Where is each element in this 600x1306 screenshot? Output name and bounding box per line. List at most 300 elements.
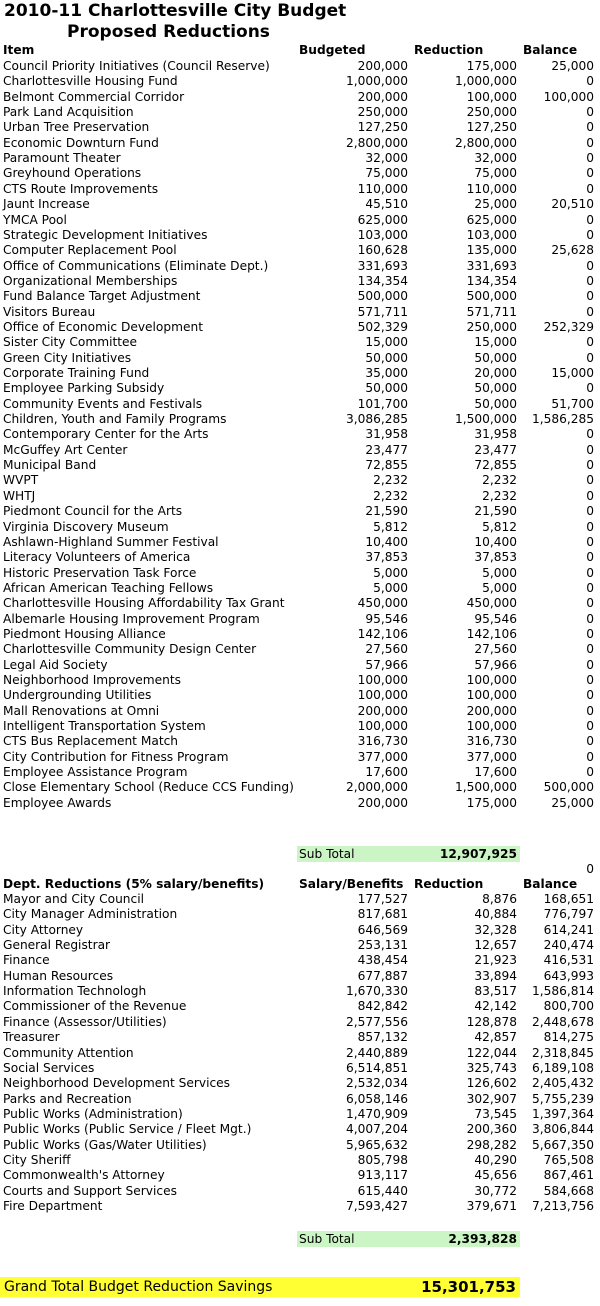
row-item-name: Belmont Commercial Corridor — [3, 89, 185, 104]
row-reduction: 122,044 — [466, 1045, 517, 1060]
row-budgeted: 75,000 — [365, 166, 408, 181]
row-balance: 0 — [586, 273, 594, 288]
table-row — [0, 1107, 600, 1122]
row-budgeted: 571,711 — [357, 304, 408, 319]
row-reduction: 1,000,000 — [454, 74, 517, 89]
row-balance: 0 — [586, 427, 594, 442]
row-balance: 1,397,364 — [531, 1106, 594, 1121]
row-budgeted: 253,131 — [357, 938, 408, 953]
row-balance: 0 — [586, 212, 594, 227]
row-budgeted: 127,250 — [357, 120, 408, 135]
row-item-name: Paramount Theater — [3, 151, 121, 166]
items-extra-value: 0 — [586, 862, 594, 876]
row-budgeted: 450,000 — [357, 596, 408, 611]
table-row — [0, 473, 600, 488]
row-item-name: Strategic Development Initiatives — [3, 227, 208, 242]
row-budgeted: 10,400 — [365, 534, 408, 549]
row-budgeted: 101,700 — [357, 396, 408, 411]
row-item-name: Office of Economic Development — [3, 319, 203, 334]
row-item-name: YMCA Pool — [3, 212, 67, 227]
table-row — [0, 458, 600, 473]
row-budgeted: 615,440 — [357, 1183, 408, 1198]
row-budgeted: 677,887 — [357, 968, 408, 983]
table-row — [0, 1122, 600, 1137]
row-budgeted: 842,842 — [357, 999, 408, 1014]
row-item-name: Community Attention — [3, 1045, 134, 1060]
row-reduction: 30,772 — [474, 1183, 517, 1198]
row-balance: 0 — [586, 565, 594, 580]
table-row — [0, 566, 600, 581]
table-row — [0, 642, 600, 657]
table-row — [0, 443, 600, 458]
row-reduction: 42,142 — [474, 999, 517, 1014]
row-item-name: Commissioner of the Revenue — [3, 999, 187, 1014]
row-budgeted: 377,000 — [357, 749, 408, 764]
row-budgeted: 100,000 — [357, 688, 408, 703]
row-balance: 0 — [586, 596, 594, 611]
table-row — [0, 1092, 600, 1107]
row-balance: 252,329 — [543, 319, 594, 334]
row-item-name: Albemarle Housing Improvement Program — [3, 611, 260, 626]
row-reduction: 57,966 — [474, 657, 517, 672]
table-row — [0, 351, 600, 366]
row-item-name: Commonwealth's Attorney — [3, 1168, 165, 1183]
row-item-name: Fire Department — [3, 1199, 103, 1213]
row-item-name: Corporate Training Fund — [3, 366, 150, 380]
items-subtotal — [297, 846, 520, 862]
row-budgeted: 31,958 — [365, 427, 408, 442]
table-row — [0, 688, 600, 703]
row-item-name: Virginia Discovery Museum — [3, 519, 169, 534]
row-item-name: Children, Youth and Family Programs — [3, 412, 227, 427]
row-budgeted: 1,670,330 — [345, 984, 408, 999]
row-budgeted: 15,000 — [365, 335, 408, 350]
row-item-name: Social Services — [3, 1060, 95, 1075]
dept-balance-header: Balance — [523, 877, 578, 891]
items-item-header: Item — [3, 43, 35, 57]
row-reduction: 25,000 — [474, 197, 517, 212]
row-balance: 2,448,678 — [531, 1014, 594, 1029]
row-item-name: Office of Communications (Eliminate Dept.) — [3, 258, 269, 273]
row-item-name: Mayor and City Council — [3, 892, 144, 906]
dept-subtotal — [297, 1231, 520, 1247]
row-balance: 0 — [586, 749, 594, 764]
table-row — [0, 1199, 600, 1214]
row-budgeted: 17,600 — [365, 765, 408, 780]
table-row — [0, 923, 600, 938]
row-item-name: City Sheriff — [3, 1152, 71, 1167]
row-item-name: Park Land Acquisition — [3, 105, 134, 120]
row-reduction: 128,878 — [466, 1014, 517, 1029]
row-budgeted: 1,470,909 — [345, 1106, 408, 1121]
row-balance: 814,275 — [543, 1030, 594, 1045]
row-balance: 800,700 — [543, 999, 594, 1014]
row-reduction: 12,657 — [474, 938, 517, 953]
table-row — [0, 907, 600, 922]
row-budgeted: 7,593,427 — [345, 1199, 408, 1213]
dept-amount-header: Salary/Benefits — [299, 877, 404, 891]
row-budgeted: 2,800,000 — [345, 135, 408, 150]
row-budgeted: 27,560 — [365, 642, 408, 657]
row-item-name: Charlottesville Housing Fund — [3, 74, 178, 89]
row-item-name: Intelligent Transportation System — [3, 719, 206, 734]
table-row — [0, 627, 600, 642]
row-item-name: Literacy Volunteers of America — [3, 550, 191, 565]
row-budgeted: 4,007,204 — [345, 1122, 408, 1137]
row-item-name: Jaunt Increase — [3, 197, 90, 212]
row-balance: 5,667,350 — [531, 1137, 594, 1152]
row-reduction: 73,545 — [474, 1106, 517, 1121]
row-balance: 0 — [586, 74, 594, 89]
row-balance: 0 — [586, 611, 594, 626]
table-row — [0, 489, 600, 504]
dept-subtotal-value: 2,393,828 — [448, 1232, 517, 1246]
row-item-name: Visitors Bureau — [3, 304, 96, 319]
row-balance: 2,318,845 — [531, 1045, 594, 1060]
row-reduction: 316,730 — [466, 734, 517, 749]
row-budgeted: 2,532,034 — [345, 1076, 408, 1091]
row-item-name: Charlottesville Housing Affordability Tax Grant — [3, 596, 285, 611]
row-balance: 0 — [586, 227, 594, 242]
row-budgeted: 438,454 — [357, 953, 408, 968]
table-row — [0, 734, 600, 749]
dept-reduction-header: Reduction — [414, 877, 484, 891]
row-balance: 0 — [586, 166, 594, 181]
row-reduction: 103,000 — [466, 227, 517, 242]
row-reduction: 134,354 — [466, 273, 517, 288]
row-balance: 3,806,844 — [531, 1122, 594, 1137]
table-row — [0, 999, 600, 1014]
dept-header-row — [0, 877, 600, 892]
row-reduction: 1,500,000 — [454, 780, 517, 795]
row-budgeted: 316,730 — [357, 734, 408, 749]
table-row — [0, 397, 600, 412]
row-budgeted: 2,232 — [373, 488, 408, 503]
row-item-name: Fund Balance Target Adjustment — [3, 289, 201, 304]
row-reduction: 450,000 — [466, 596, 517, 611]
row-reduction: 75,000 — [474, 166, 517, 181]
row-budgeted: 2,000,000 — [345, 780, 408, 795]
grand-total-value: 15,301,753 — [421, 1278, 516, 1296]
table-row — [0, 596, 600, 611]
row-balance: 168,651 — [543, 892, 594, 906]
items-subtotal-label: Sub Total — [299, 847, 355, 861]
table-row — [0, 1030, 600, 1045]
row-reduction: 302,907 — [466, 1091, 517, 1106]
row-item-name: General Registrar — [3, 938, 111, 953]
table-row — [0, 289, 600, 304]
row-budgeted: 2,232 — [373, 473, 408, 488]
row-balance: 0 — [586, 688, 594, 703]
row-reduction: 100,000 — [466, 673, 517, 687]
table-row — [0, 1138, 600, 1153]
items-amount-header: Budgeted — [299, 43, 366, 57]
row-reduction: 500,000 — [466, 289, 517, 304]
row-budgeted: 32,000 — [365, 151, 408, 166]
row-budgeted: 160,628 — [357, 243, 408, 258]
row-budgeted: 23,477 — [365, 442, 408, 457]
row-budgeted: 45,510 — [365, 197, 408, 212]
row-reduction: 23,477 — [474, 442, 517, 457]
row-item-name: Charlottesville Community Design Center — [3, 642, 257, 657]
row-balance: 0 — [586, 135, 594, 150]
table-row — [0, 765, 600, 780]
row-item-name: Urban Tree Preservation — [3, 120, 150, 135]
row-budgeted: 72,855 — [365, 458, 408, 473]
table-row — [0, 228, 600, 243]
row-item-name: Employee Awards — [3, 795, 112, 810]
table-row — [0, 704, 600, 719]
row-item-name: Finance — [3, 953, 50, 968]
table-row — [0, 90, 600, 105]
row-reduction: 135,000 — [466, 243, 517, 258]
table-row — [0, 1076, 600, 1091]
row-item-name: Legal Aid Society — [3, 657, 108, 672]
row-item-name: Municipal Band — [3, 458, 97, 473]
row-balance: 51,700 — [551, 396, 594, 411]
row-reduction: 50,000 — [474, 396, 517, 411]
row-budgeted: 37,853 — [365, 550, 408, 565]
row-item-name: Greyhound Operations — [3, 166, 142, 181]
row-budgeted: 913,117 — [357, 1168, 408, 1183]
row-reduction: 175,000 — [466, 795, 517, 810]
table-row — [0, 892, 600, 907]
row-item-name: Public Works (Administration) — [3, 1106, 183, 1121]
row-budgeted: 21,590 — [365, 504, 408, 519]
row-reduction: 50,000 — [474, 350, 517, 365]
row-reduction: 571,711 — [466, 304, 517, 319]
table-row — [0, 1153, 600, 1168]
row-budgeted: 5,812 — [373, 519, 408, 534]
row-balance: 0 — [586, 719, 594, 734]
table-row — [0, 381, 600, 396]
row-budgeted: 177,527 — [357, 892, 408, 906]
row-balance: 500,000 — [543, 780, 594, 795]
row-budgeted: 5,965,632 — [345, 1137, 408, 1152]
dept-subtotal-label: Sub Total — [299, 1232, 355, 1246]
row-reduction: 200,000 — [466, 703, 517, 718]
row-balance: 15,000 — [551, 366, 594, 380]
row-budgeted: 625,000 — [357, 212, 408, 227]
row-item-name: Community Events and Festivals — [3, 396, 203, 411]
row-reduction: 40,290 — [474, 1152, 517, 1167]
row-item-name: Computer Replacement Pool — [3, 243, 177, 258]
row-balance: 0 — [586, 765, 594, 780]
row-reduction: 325,743 — [466, 1060, 517, 1075]
row-item-name: Ashlawn-Highland Summer Festival — [3, 534, 219, 549]
table-row — [0, 984, 600, 999]
row-reduction: 142,106 — [466, 626, 517, 641]
row-reduction: 8,876 — [482, 892, 517, 906]
row-balance: 0 — [586, 626, 594, 641]
row-item-name: Courts and Support Services — [3, 1183, 177, 1198]
dept-item-header: Dept. Reductions (5% salary/benefits) — [3, 877, 265, 891]
row-balance: 0 — [586, 703, 594, 718]
items-subtotal-value: 12,907,925 — [439, 847, 517, 861]
row-balance: 867,461 — [543, 1168, 594, 1183]
row-budgeted: 100,000 — [357, 719, 408, 734]
table-row — [0, 274, 600, 289]
row-item-name: McGuffey Art Center — [3, 442, 128, 457]
table-row — [0, 259, 600, 274]
row-reduction: 379,671 — [466, 1199, 517, 1213]
row-balance: 20,510 — [551, 197, 594, 212]
table-row — [0, 74, 600, 89]
row-balance: 0 — [586, 534, 594, 549]
row-item-name: City Attorney — [3, 922, 84, 937]
row-item-name: Parks and Recreation — [3, 1091, 132, 1106]
row-balance: 1,586,814 — [531, 984, 594, 999]
grand-total — [0, 1277, 520, 1297]
row-reduction: 377,000 — [466, 749, 517, 764]
row-reduction: 27,560 — [474, 642, 517, 657]
row-balance: 0 — [586, 381, 594, 396]
row-budgeted: 103,000 — [357, 227, 408, 242]
row-reduction: 50,000 — [474, 381, 517, 396]
row-budgeted: 1,000,000 — [345, 74, 408, 89]
row-reduction: 126,602 — [466, 1076, 517, 1091]
table-row — [0, 105, 600, 120]
row-reduction: 2,232 — [482, 473, 517, 488]
table-row — [0, 550, 600, 565]
row-budgeted: 50,000 — [365, 350, 408, 365]
row-balance: 0 — [586, 458, 594, 473]
table-row — [0, 612, 600, 627]
row-reduction: 127,250 — [466, 120, 517, 135]
row-item-name: Human Resources — [3, 968, 114, 983]
row-balance: 0 — [586, 657, 594, 672]
items-reduction-header: Reduction — [414, 43, 484, 57]
row-balance: 0 — [586, 151, 594, 166]
row-item-name: Close Elementary School (Reduce CCS Funding) — [3, 780, 294, 795]
row-item-name: Green City Initiatives — [3, 350, 132, 365]
row-reduction: 2,232 — [482, 488, 517, 503]
row-balance: 25,628 — [551, 243, 594, 258]
row-balance: 6,189,108 — [531, 1060, 594, 1075]
items-header-row — [0, 43, 600, 58]
row-reduction: 331,693 — [466, 258, 517, 273]
row-budgeted: 134,354 — [357, 273, 408, 288]
row-balance: 100,000 — [543, 89, 594, 104]
row-item-name: Public Works (Gas/Water Utilities) — [3, 1137, 207, 1152]
row-balance: 1,586,285 — [531, 412, 594, 427]
row-reduction: 1,500,000 — [454, 412, 517, 427]
table-row — [0, 335, 600, 350]
table-row — [0, 938, 600, 953]
table-row — [0, 120, 600, 135]
row-reduction: 83,517 — [474, 984, 517, 999]
row-reduction: 250,000 — [466, 105, 517, 120]
row-balance: 25,000 — [551, 795, 594, 810]
row-balance: 0 — [586, 181, 594, 196]
row-budgeted: 502,329 — [357, 319, 408, 334]
row-balance: 0 — [586, 289, 594, 304]
row-budgeted: 200,000 — [357, 89, 408, 104]
table-row — [0, 197, 600, 212]
row-budgeted: 5,000 — [373, 580, 408, 595]
row-reduction: 21,923 — [474, 953, 517, 968]
table-row — [0, 1046, 600, 1061]
row-budgeted: 805,798 — [357, 1152, 408, 1167]
row-budgeted: 95,546 — [365, 611, 408, 626]
row-budgeted: 500,000 — [357, 289, 408, 304]
row-budgeted: 646,569 — [357, 922, 408, 937]
table-row — [0, 427, 600, 442]
row-item-name: Employee Assistance Program — [3, 765, 188, 780]
row-item-name: Council Priority Initiatives (Council Reserve) — [3, 59, 270, 73]
row-balance: 0 — [586, 504, 594, 519]
row-item-name: African American Teaching Fellows — [3, 580, 214, 595]
row-item-name: Sister City Committee — [3, 335, 138, 350]
table-row — [0, 366, 600, 381]
row-balance: 0 — [586, 734, 594, 749]
row-item-name: Piedmont Council for the Arts — [3, 504, 183, 519]
row-balance: 416,531 — [543, 953, 594, 968]
row-budgeted: 3,086,285 — [345, 412, 408, 427]
row-reduction: 100,000 — [466, 719, 517, 734]
row-budgeted: 110,000 — [357, 181, 408, 196]
row-balance: 0 — [586, 488, 594, 503]
row-item-name: Finance (Assessor/Utilities) — [3, 1014, 167, 1029]
table-row — [0, 969, 600, 984]
row-reduction: 298,282 — [466, 1137, 517, 1152]
row-balance: 240,474 — [543, 938, 594, 953]
table-row — [0, 136, 600, 151]
row-balance: 0 — [586, 105, 594, 120]
table-row — [0, 780, 600, 795]
row-item-name: WHTJ — [3, 488, 36, 503]
row-item-name: CTS Bus Replacement Match — [3, 734, 179, 749]
row-budgeted: 331,693 — [357, 258, 408, 273]
row-balance: 776,797 — [543, 907, 594, 922]
row-balance: 584,668 — [543, 1183, 594, 1198]
table-row — [0, 796, 600, 811]
table-row — [0, 504, 600, 519]
row-balance: 765,508 — [543, 1152, 594, 1167]
row-reduction: 17,600 — [474, 765, 517, 780]
table-row — [0, 243, 600, 258]
items-balance-header: Balance — [523, 43, 578, 57]
table-row — [0, 182, 600, 197]
row-reduction: 175,000 — [466, 59, 517, 73]
row-balance: 0 — [586, 120, 594, 135]
row-item-name: WVPT — [3, 473, 39, 488]
row-budgeted: 50,000 — [365, 381, 408, 396]
table-row — [0, 719, 600, 734]
row-balance: 5,755,239 — [531, 1091, 594, 1106]
row-budgeted: 200,000 — [357, 59, 408, 73]
row-reduction: 37,853 — [474, 550, 517, 565]
row-reduction: 21,590 — [474, 504, 517, 519]
row-reduction: 31,958 — [474, 427, 517, 442]
row-budgeted: 250,000 — [357, 105, 408, 120]
row-budgeted: 817,681 — [357, 907, 408, 922]
row-budgeted: 2,577,556 — [345, 1014, 408, 1029]
row-reduction: 20,000 — [474, 366, 517, 380]
row-item-name: Employee Parking Subsidy — [3, 381, 165, 396]
row-budgeted: 6,058,146 — [345, 1091, 408, 1106]
row-balance: 0 — [586, 258, 594, 273]
row-item-name: Public Works (Public Service / Fleet Mgt.) — [3, 1122, 252, 1137]
row-reduction: 42,857 — [474, 1030, 517, 1045]
row-reduction: 10,400 — [474, 534, 517, 549]
grand-total-label: Grand Total Budget Reduction Savings — [4, 1279, 273, 1295]
table-row — [0, 320, 600, 335]
table-row — [0, 59, 600, 74]
row-item-name: Information Technologh — [3, 984, 147, 999]
row-balance: 643,993 — [543, 968, 594, 983]
table-row — [0, 151, 600, 166]
